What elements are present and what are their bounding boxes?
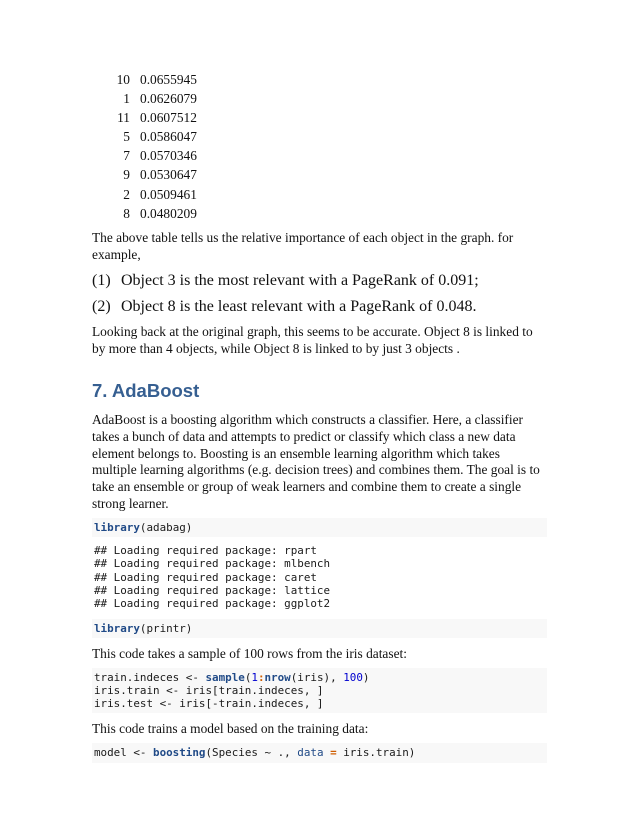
code-text: model <- xyxy=(94,746,154,760)
sample-description: This code takes a sample of 100 rows from the iris dataset: xyxy=(92,645,407,661)
code-function: library xyxy=(94,520,140,534)
code-output-block xyxy=(92,542,547,612)
code-text: (adabag) xyxy=(139,520,193,534)
pagerank-intro: The above table tells us the relative importance of each object in the graph. for example, xyxy=(92,229,514,262)
code-output-line: ## Loading required package: mlbench xyxy=(94,557,331,571)
train-description: This code trains a model based on the training data: xyxy=(92,721,369,737)
code-function: sample xyxy=(205,670,245,684)
code-text: ) xyxy=(362,670,370,684)
code-number: 100 xyxy=(343,670,363,684)
code-output-line: ## Loading required package: lattice xyxy=(94,583,331,597)
object-id-cell: 5 xyxy=(123,129,130,145)
pagerank-value-cell: 0.0655945 xyxy=(140,72,197,87)
code-operator: = xyxy=(323,746,344,760)
object-id-cell: 2 xyxy=(123,186,130,202)
table-row xyxy=(110,185,197,204)
pagerank-table-body xyxy=(110,70,197,223)
code-output-line: ## Loading required package: ggplot2 xyxy=(94,597,331,611)
list-item xyxy=(92,272,547,290)
section-heading: 7. AdaBoost xyxy=(92,379,200,401)
table-row xyxy=(110,146,197,165)
pagerank-value-cell: 0.0626079 xyxy=(140,91,197,107)
code-block-library-adabag xyxy=(92,518,547,537)
pagerank-value-cell: 0.0570346 xyxy=(140,148,197,164)
table-row xyxy=(110,204,197,223)
object-id-cell: 1 xyxy=(123,91,130,107)
table-row xyxy=(110,89,197,108)
list-item xyxy=(92,298,547,316)
code-line xyxy=(94,671,547,684)
object-id-cell: 7 xyxy=(123,148,130,164)
pagerank-table xyxy=(110,70,197,223)
code-line: iris.train <- iris[train.indeces, ] xyxy=(94,683,324,697)
object-id-cell: 8 xyxy=(123,205,130,221)
pagerank-value-cell: 0.0530647 xyxy=(140,167,197,183)
code-function: boosting xyxy=(153,746,206,760)
list-item-number: (1) xyxy=(92,272,111,290)
code-output-line: ## Loading required package: caret xyxy=(94,570,317,584)
list-item-text: Object 3 is the most relevant with a PageRank of 0.091; xyxy=(121,272,479,290)
pagerank-value-cell: 0.0586047 xyxy=(140,129,197,145)
table-row xyxy=(110,127,197,146)
code-line: iris.test <- iris[-train.indeces, ] xyxy=(94,697,324,711)
adaboost-intro: AdaBoost is a boosting algorithm which constructs a classifier. Here, a classifier takes a bunch of data and attempts to predict or classify which class a new data element belongs to. Boosting is an ensemble learning algorithm which takes multiple learning algorithms (e.g. decision trees) and combines them. The goal is to take an ensemble or group of weak learners and combine them to create a single strong learner. xyxy=(92,411,540,511)
document-page xyxy=(92,70,547,771)
code-function: library xyxy=(94,621,140,635)
code-text: (printr) xyxy=(139,621,193,635)
code-text: (Species ~ ., xyxy=(205,746,298,760)
pagerank-value-cell: 0.0607512 xyxy=(140,110,197,126)
table-row xyxy=(110,70,197,89)
pagerank-value-cell: 0.0509461 xyxy=(140,186,197,202)
object-id-cell: 10 xyxy=(116,72,130,87)
list-item-number: (2) xyxy=(92,298,111,316)
code-block-sample xyxy=(92,668,547,714)
code-number: 1 xyxy=(251,670,258,684)
code-block-library-printr xyxy=(92,619,547,638)
code-text: iris.train) xyxy=(343,746,416,760)
list-item-text: Object 8 is the least relevant with a PageRank of 0.048. xyxy=(121,298,477,316)
code-function: nrow xyxy=(264,670,291,684)
pagerank-conclusion: Looking back at the original graph, this seems to be accurate. Object 8 is linked to by more than 4 objects, while Object 8 is linked to by just 3 objects . xyxy=(92,324,533,357)
code-argument: data xyxy=(297,746,324,760)
code-operator: : xyxy=(257,670,265,684)
code-text: ( xyxy=(244,670,252,684)
code-text: (iris), xyxy=(290,670,344,684)
table-row xyxy=(110,108,197,127)
object-id-cell: 9 xyxy=(123,167,130,183)
code-block-boosting xyxy=(92,743,547,762)
pagerank-value-cell: 0.0480209 xyxy=(140,205,197,221)
table-row xyxy=(110,165,197,184)
code-output-line: ## Loading required package: rpart xyxy=(94,544,317,558)
code-text: train.indeces <- xyxy=(94,670,206,684)
object-id-cell: 11 xyxy=(117,110,130,126)
